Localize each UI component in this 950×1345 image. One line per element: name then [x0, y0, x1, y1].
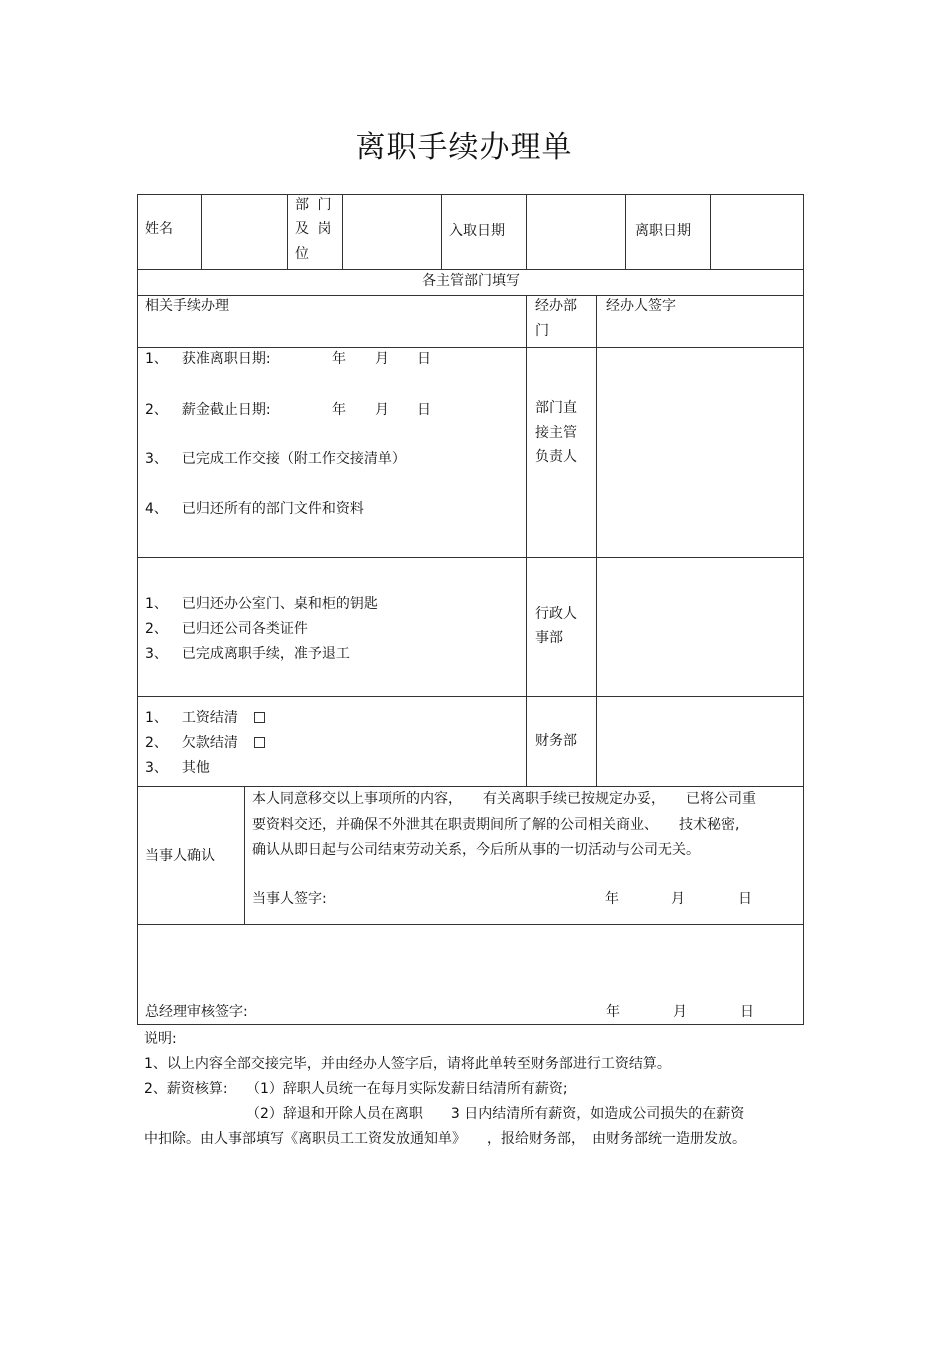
item-number: 2、 — [145, 621, 168, 637]
item-number: 2、 — [145, 735, 168, 751]
page-title: 离职手续办理单 — [355, 130, 573, 165]
confirm-label: 当事人确认 — [145, 848, 215, 864]
date-day: 日 — [417, 402, 431, 418]
entry-date-label: 入取日期 — [449, 223, 505, 239]
salary-settled-checkbox[interactable] — [254, 712, 265, 723]
date-month: 月 — [375, 402, 389, 418]
date-year: 年 — [606, 1004, 620, 1020]
date-year: 年 — [332, 351, 346, 367]
list-item — [145, 400, 271, 420]
direct-manager-dept-line1: 部门直 — [535, 400, 577, 416]
note-line-4: 中扣除。由人事部填写《离职员工工资发放通知单》 ，报给财务部， 由财务部统一造册发放。 — [144, 1131, 746, 1147]
col-divider — [441, 195, 442, 269]
date-month: 月 — [375, 351, 389, 367]
list-item — [145, 594, 378, 614]
list-item — [145, 733, 265, 753]
leave-date-label: 离职日期 — [635, 223, 691, 239]
row-divider — [138, 557, 804, 558]
row-divider — [138, 269, 804, 270]
col-divider — [244, 786, 245, 924]
confirm-text-line3: 确认从即日起与公司结束劳动关系，今后所从事的一切活动与公司无关。 — [252, 842, 700, 858]
debt-settled-checkbox[interactable] — [254, 737, 265, 748]
list-item — [145, 708, 265, 728]
note-line-1: 1、以上内容全部交接完毕，并由经办人签字后，请将此单转至财务部进行工资结算。 — [144, 1056, 671, 1072]
procedures-header: 相关手续办理 — [145, 298, 229, 314]
date-day: 日 — [740, 1004, 754, 1020]
party-signature-label: 当事人签字: — [252, 891, 327, 907]
col-divider — [710, 195, 711, 269]
list-item — [145, 449, 406, 469]
gm-signature-label: 总经理审核签字: — [145, 1004, 248, 1020]
item-text: 获准离职日期: — [181, 351, 271, 367]
item-number: 3、 — [145, 451, 168, 467]
row-divider — [138, 696, 804, 697]
list-item — [145, 619, 308, 639]
direct-manager-dept-line3: 负责人 — [535, 449, 577, 465]
admin-hr-dept-line1: 行政人 — [535, 606, 577, 622]
list-item — [145, 349, 271, 369]
admin-hr-dept-line2: 事部 — [535, 630, 563, 646]
item-text: 已归还办公室门、桌和柜的钥匙 — [181, 596, 378, 612]
item-text: 已归还公司各类证件 — [181, 621, 308, 637]
item-text: 已完成离职手续，准予退工 — [181, 646, 350, 662]
item-text: 已归还所有的部门文件和资料 — [181, 501, 364, 517]
confirm-text-line1: 本人同意移交以上事项所的内容， 有关离职手续已按规定办妥， 已将公司重 — [252, 791, 756, 807]
row-divider — [138, 786, 804, 787]
item-number: 3、 — [145, 760, 168, 776]
item-number: 3、 — [145, 646, 168, 662]
col-divider — [287, 195, 288, 269]
item-text: 欠款结清 — [181, 735, 238, 751]
direct-manager-dept-line2: 接主管 — [535, 425, 577, 441]
col-divider — [625, 195, 626, 269]
item-text: 其他 — [181, 760, 210, 776]
col-divider — [342, 195, 343, 269]
date-day: 日 — [417, 351, 431, 367]
item-number: 2、 — [145, 402, 168, 418]
item-number: 1、 — [145, 710, 168, 726]
item-number: 1、 — [145, 596, 168, 612]
notes-heading: 说明: — [144, 1031, 177, 1047]
col-divider — [201, 195, 202, 269]
item-number: 1、 — [145, 351, 168, 367]
col-divider — [526, 195, 527, 269]
date-month: 月 — [671, 891, 685, 907]
date-month: 月 — [673, 1004, 687, 1020]
note-line-2-text: （1）辞职人员统一在每月实际发薪日结清所有薪资; — [246, 1081, 568, 1097]
note-line-2-label: 2、薪资核算: — [144, 1081, 228, 1097]
row-divider — [138, 924, 804, 925]
col-divider — [596, 295, 597, 786]
section-title: 各主管部门填写 — [422, 273, 520, 289]
item-text: 薪金截止日期: — [181, 402, 271, 418]
finance-dept: 财务部 — [535, 733, 577, 749]
item-text: 工资结清 — [181, 710, 238, 726]
col-divider — [526, 295, 527, 786]
item-number: 4、 — [145, 501, 168, 517]
resignation-form-table — [137, 194, 804, 1025]
date-year: 年 — [605, 891, 619, 907]
row-divider — [138, 347, 804, 348]
date-year: 年 — [332, 402, 346, 418]
dept-position-label-line3: 位 — [295, 246, 309, 262]
list-item — [145, 644, 350, 664]
row-divider — [138, 295, 804, 296]
date-day: 日 — [738, 891, 752, 907]
list-item — [145, 499, 364, 519]
dept-position-label-line1: 部 门 — [295, 197, 334, 213]
name-label: 姓名 — [145, 221, 173, 237]
dept-position-label-line2: 及 岗 — [295, 221, 334, 237]
list-item — [145, 758, 210, 778]
handling-dept-header-line1: 经办部 — [535, 298, 577, 314]
handling-dept-header-line2: 门 — [535, 323, 549, 339]
signature-header: 经办人签字 — [606, 298, 676, 314]
confirm-text-line2: 要资料交还，并确保不外泄其在职责期间所了解的公司相关商业、 技术秘密, — [252, 817, 740, 833]
note-line-3: （2）辞退和开除人员在离职 3 日内结清所有薪资，如造成公司损失的在薪资 — [246, 1106, 745, 1122]
item-text: 已完成工作交接（附工作交接清单） — [181, 451, 406, 467]
